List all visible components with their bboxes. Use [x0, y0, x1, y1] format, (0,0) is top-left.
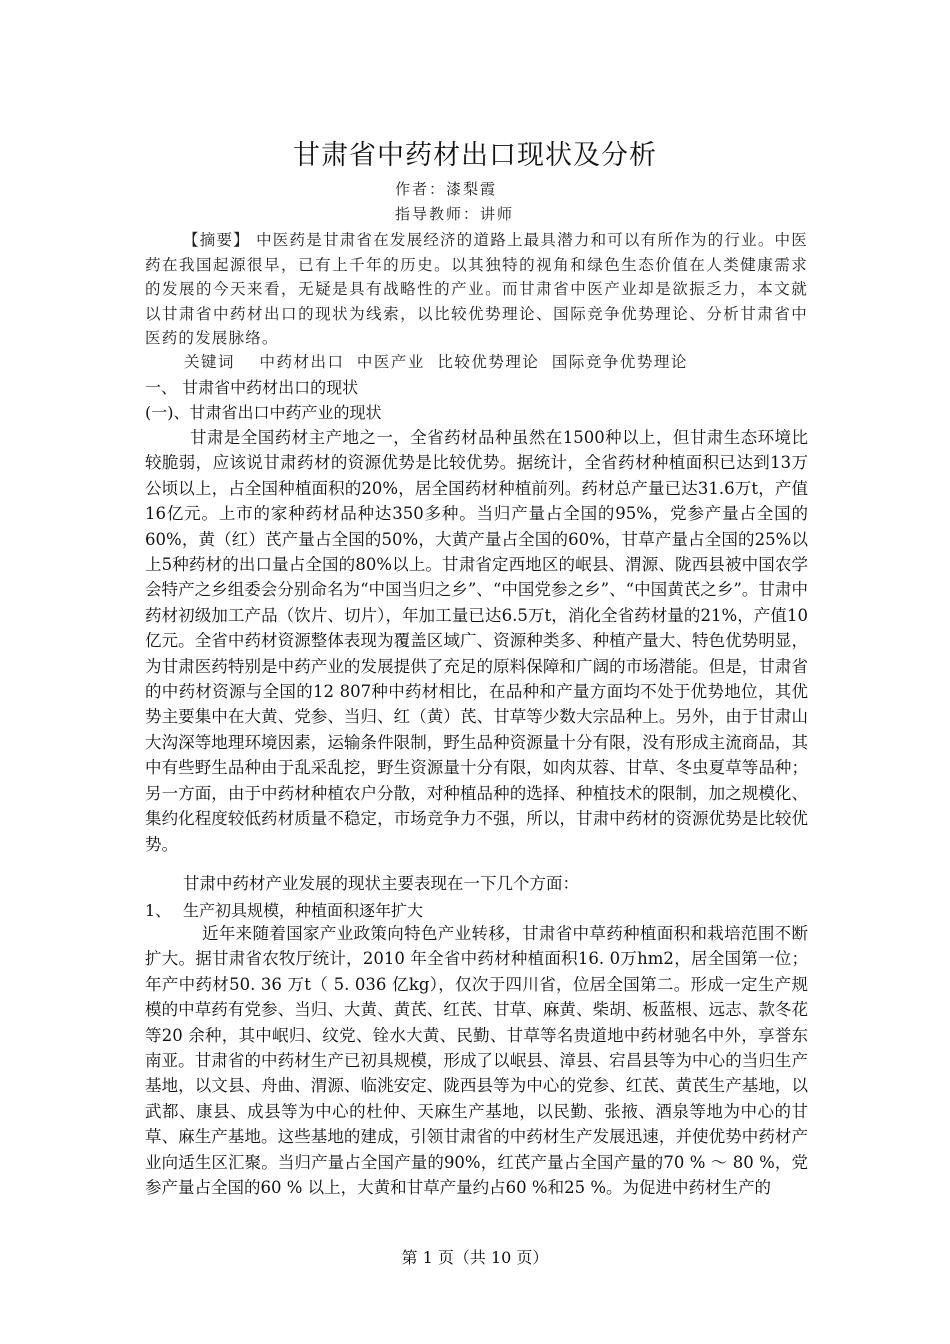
- page-title: 甘肃省中药材出口现状及分析: [293, 140, 657, 171]
- page-footer: 第 1 页（共 10 页）: [401, 1248, 549, 1267]
- author-line: 作者：漆梨霞: [395, 180, 498, 198]
- list-item-heading: [145, 898, 423, 921]
- keywords: [184, 350, 688, 372]
- advisor-line: 指导教师：讲师: [395, 205, 515, 223]
- keyword-item: 中药材出口: [259, 353, 345, 371]
- abstract-text: 中医药是甘肃省在发展经济的道路上最具潜力和可以有所作为的行业。中医药在我国起源很早，已有上千年的历史。以其独特的视角和绿色生态价值在人类健康需求的发展的今天来看，无疑是具有战略性的产业。而甘肃省中医产业却是欲振乏力，本文就以甘肃省中药材出口的现状为线索，以比较优势理论、国际竞争优势理论、分析甘肃省中医药的发展脉络。: [145, 231, 808, 347]
- keyword-item: 比较优势理论: [437, 353, 540, 371]
- keyword-item: 中医产业: [356, 353, 425, 371]
- body-paragraph: 甘肃中药材产业发展的现状主要表现在一下几个方面：: [183, 874, 579, 893]
- keyword-item: 国际竞争优势理论: [551, 353, 688, 371]
- body-paragraph: 甘肃是全国药材主产地之一，全省药材品种虽然在1500种以上，但甘肃生态环境比较脆弱，应该说甘肃药材的资源优势是比较优势。据统计，全省药材种植面积已达到13万公顷以上，占全国种植面积的20%，居全国药材种植前列。药材总产量已达31.6万t，产值16亿元。上市的家种药材品种达350多种。当归产量占全国的95%，党参产量占全国的60%，黄（红）芪产量占全国的50%，大黄产量占全国的60%，甘草产量占全国的25%以上5种药材的出口量占全国的80%以上。甘肃省定西地区的岷县、渭源、陇西县被中国农学会特产之乡组委会分别命名为“中国当归之乡”、“中国党参之乡”、“中国黄芪之乡”。甘肃中药材初级加工产品（饮片、切片），年加工量已达6.5万t，消化全省药材量的21%，产值10亿元。全省中药材资源整体表现为覆盖区域广、资源种类多、种植产量大、特色优势明显，为甘肃医药特别是中药产业的发展提供了充足的原料保障和广阔的市场潜能。但是，甘肃省的中药材资源与全国的12 807种中药材相比，在品种和产量方面均不处于优势地位，其优势主要集中在大黄、党参、当归、红（黄）芪、甘草等少数大宗品种上。另外，由于甘肃山大沟深等地理环境因素，运输条件限制，野生品种资源量十分有限，没有形成主流商品，其中有些野生品种由于乱采乱挖，野生资源量十分有限，如肉苁蓉、甘草、冬虫夏草等品种；另一方面，由于中药材种植农户分散，对种植品种的选择、种植技术的限制，加之规模化、集约化程度较低药材质量不稳定，市场竞争力不强，所以，甘肃中药材的资源优势是比较优势。: [145, 428, 808, 854]
- keywords-label: 关键词: [184, 353, 236, 371]
- section-heading: 一、 甘肃省中药材出口的现状: [145, 378, 359, 397]
- list-item-number: 1、: [145, 901, 172, 920]
- abstract-label: 【摘要】: [183, 231, 250, 249]
- body-paragraph: 近年来随着国家产业政策向特色产业转移，甘肃省中草药种植面积和栽培范围不断扩大。据甘肃省农牧厅统计，2010 年全省中药材种植面积16. 0万hm2，居全国第一位；年产中药材50. 36 万t（ 5. 036 亿kg），仅次于四川省，位居全国第二。形成一定生产规模的中草药有党参、当归、大黄、黄芪、红芪、甘草、麻黄、柴胡、板蓝根、远志、款冬花等20 余种，其中岷归、纹党、铨水大黄、民勤、甘草等名贵道地中药材驰名中外，享誉东南亚。甘肃省的中药材生产已初具规模，形成了以岷县、漳县、宕昌县等为中心的当归生产基地，以文县、舟曲、渭源、临洮安定、陇西县等为中心的党参、红芪、黄芪生产基地，以武都、康县、成县等为中心的杜仲、天麻生产基地，以民勤、张掖、酒泉等地为中心的甘草、麻生产基地。这些基地的建成，引领甘肃省的中药材生产发展迅速，并使优势中药材产业向适生区汇聚。当归产量占全国产量的90%，红芪产量占全国产量的70 % ～ 80 %，党参产量占全国的60 % 以上，大黄和甘草产量约占60 %和25 %。为促进中药材生产的: [145, 924, 808, 1198]
- list-item-title: 生产初具规模，种植面积逐年扩大: [183, 901, 424, 920]
- abstract: [145, 228, 808, 351]
- subsection-heading: (一)、甘肃省出口中药产业的现状: [145, 403, 382, 422]
